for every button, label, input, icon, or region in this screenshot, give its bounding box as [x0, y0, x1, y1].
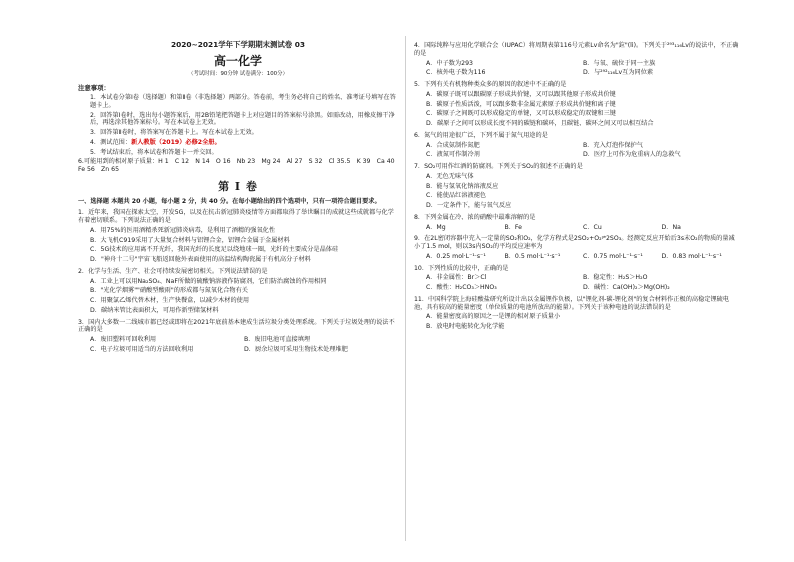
question-5-option-a: A．碳原子既可以跟碳原子形成共价键，又可以跟其他原子形成共价键	[426, 90, 616, 98]
exam-title: 2020~2021学年下学期期末测试卷 03	[170, 40, 306, 49]
question-9-option-c: C．0.75 mol·L⁻¹·s⁻¹	[583, 252, 643, 260]
question-1-option-d: D．"神舟十二号"宇宙飞船返回舱外表面使用的高温结构陶瓷属于有机高分子材料	[90, 256, 311, 263]
section-heading: 一、选择题 本题共 20 小题，每小题 2 分，共 40 分。在每小题给出的四个选项中，只有一项符合题目要求。	[78, 197, 381, 205]
question-9	[414, 235, 740, 260]
column-divider	[405, 36, 406, 541]
question-3-option-d: D．厨余垃圾可采用生物技术处理堆肥	[244, 345, 348, 353]
subject-title: 高一化学	[213, 54, 262, 69]
question-8	[414, 214, 740, 232]
question-6-options-row-2	[414, 151, 740, 159]
question-8-option-a: A．Mg	[426, 223, 446, 231]
question-4	[414, 42, 740, 77]
scope-highlight: 新人教版（2019）必修2全册。	[131, 138, 221, 146]
question-9-stem	[414, 235, 740, 251]
question-3-options-row-1	[78, 336, 398, 344]
question-11-option-a: A．能量密度高的原因之一是锂的相对原子质量小	[426, 313, 561, 321]
question-5-option-d: D．碳原子之间可以形成长度不同的碳链和碳环，且碳链、碳环之间又可以相互结合	[426, 120, 654, 127]
equilibrium-arrow-icon: ⇌	[601, 235, 606, 242]
question-9-stem-part-1: 9．在2L密闭容器中充入一定量的SO₂和O₂，化学方程式是2SO₂+O₂	[414, 235, 602, 243]
question-7-option-c: C．能使品红溶液褪色	[426, 192, 487, 200]
question-3-option-c: C．电子垃圾可用适当的方法回收利用	[90, 345, 194, 353]
part1-title: 第 I 卷	[218, 179, 258, 193]
question-3-options-row-2	[78, 346, 398, 354]
question-10-option-b: B．稳定性：H₂S＞H₂O	[583, 274, 648, 282]
question-10	[414, 265, 740, 292]
notice-item-4	[78, 139, 398, 147]
question-10-stem: 10．下列性质的比较中，正确的是	[414, 264, 509, 272]
question-9-stem-part-2: 2SO₃。经测定反应开始后3s末O₂的物质的量减小了1.5 mol，则以3s内SO₂的平均反应速率为	[414, 235, 735, 250]
notice-heading: 注意事项：	[78, 84, 110, 92]
notice-item-2: 2．回答第Ⅰ卷时，选出每小题答案后，用2B铅笔把答题卡上对应题目的答案标号涂黑。如需改动，用橡皮擦干净后，再选涂其他答案标号。写在本试卷上无效。	[90, 111, 395, 127]
question-8-option-b: B．Fe	[504, 223, 522, 231]
question-2-option-c: C．用聚氯乙烯代替木材，生产快餐盒，以减少木材的使用	[90, 297, 250, 304]
question-9-options	[414, 253, 740, 261]
question-8-option-c: C．Cu	[583, 223, 602, 231]
question-7-stem: 7．SO₂可用作红酒的防腐剂。下列关于SO₂的叙述不正确的是	[414, 163, 583, 170]
question-10-option-a: A．非金属性：Br＞Cl	[426, 274, 487, 282]
question-6-option-a: A．合成氨制作氮肥	[426, 141, 480, 149]
question-4-option-d: D．与²⁹²₁₁₆Lv互为同位素	[583, 69, 654, 77]
question-6	[414, 132, 740, 159]
question-7-option-b: B．能与氢氧化钠溶液反应	[426, 182, 499, 190]
question-10-options-row-2	[414, 284, 740, 292]
question-10-options-row-1	[414, 274, 740, 282]
question-9-option-d: D．0.83 mol·L⁻¹·s⁻¹	[661, 252, 722, 260]
question-6-stem: 6．氮气的用途很广泛，下列不属于氮气用途的是	[414, 131, 548, 139]
left-column	[78, 36, 401, 356]
question-5-option-b: B．碳原子性质活泼，可以跟多数非金属元素原子形成共价键和离子键	[426, 100, 616, 108]
question-6-option-d: D．医疗上可作为危重病人的急救气	[583, 151, 681, 159]
question-9-option-a: A．0.25 mol·L⁻¹·s⁻¹	[426, 252, 486, 260]
question-2-stem: 2．化学与生活、生产、社会可持续发展密切相关。下列说法错误的是	[78, 267, 268, 275]
question-3-option-b: B．废旧电池可直接填埋	[244, 336, 311, 343]
question-3-option-a: A．废旧塑料可回收利用	[90, 336, 157, 343]
question-4-option-b: B．与氧、硫位于同一主族	[583, 59, 656, 67]
question-5	[414, 81, 740, 128]
question-8-stem: 8．下列金属在冷、浓的硝酸中最难溶解的是	[414, 213, 536, 221]
question-8-option-d: D．Na	[661, 223, 681, 231]
question-1	[78, 209, 398, 264]
question-7	[414, 163, 740, 210]
question-5-option-c: C．碳原子之间既可以形成稳定的单键，又可以形成稳定的双键和三键	[426, 110, 616, 118]
question-7-option-a: A．无色无味气体	[426, 172, 474, 180]
question-7-option-d: D．一定条件下，能与氧气反应	[426, 202, 512, 209]
question-1-option-c: C．5G技术的应用离不开光纤，我国光纤的长度足以绕地球一圈，光纤的主要成分是晶体硅	[90, 246, 339, 254]
question-4-options-row-1	[414, 60, 740, 68]
question-2-option-a: A．工业上可以用Na₂SO₄、NaF所做的硫酸钠溶液作防腐剂，它们防治腐蚀的作用相同	[90, 277, 327, 285]
question-1-stem: 1．近年来，我国在探索太空，开发5G，以及在抗击新冠肺炎疫情等方面都取得了举世瞩目的成就这些成就都与化学有着密切联系。下列说法正确的是	[78, 209, 394, 224]
notice-item-3: 3．回答第Ⅱ卷时，将答案写在答题卡上。写在本试卷上无效。	[90, 129, 258, 136]
exam-meta: （考试时间：90分钟 试卷满分：100分）	[188, 71, 288, 78]
notice-item-5: 5．考试结束后，将本试卷和答题卡一并交回。	[90, 148, 218, 156]
question-4-stem: 4．国际纯粹与应用化学联合会（IUPAC）将周期表第116号元素Lv命名为"鉝"(lì)。下列关于²⁹³₁₁₆Lv的说法中，不正确的是	[414, 42, 739, 57]
question-1-option-a: A．用75%的医用酒精杀死新冠肺炎病毒，是利用了酒精的强氧化性	[90, 226, 276, 234]
question-5-stem: 5．下列有关有机物种类众多的原因的叙述中不正确的是	[414, 81, 567, 88]
question-11	[414, 296, 740, 331]
question-2-option-d: D．碳纳米管比表面积大，可用作新型储氢材料	[90, 306, 219, 314]
question-4-option-a: A．中子数为293	[426, 59, 473, 67]
notice-item-1: 1．本试卷分第Ⅰ卷（选择题）和第Ⅱ卷（非选择题）两部分。答卷前，考生务必将自己的姓名、准考证号填写在答题卡上。	[90, 94, 396, 109]
question-11-stem: 11．中国科学院上海硅酸盐研究所设计出以金属锂作负极，以"锂化剂-碳-锂化剂"的复合材料作正极的高稳定锂硫电池，具有较高的能量密度（单位质量的电池所放出的能量）。下列关于该种电池的说法错误的是	[414, 295, 730, 311]
question-11-option-b: B．放电时电能转化为化学能	[426, 323, 505, 330]
question-10-option-d: D．碱性：Ca(OH)₂＞Mg(OH)₂	[583, 284, 670, 291]
question-8-options	[414, 224, 740, 232]
question-9-option-b: B．0.5 mol·L⁻¹·s⁻¹	[504, 252, 561, 260]
question-1-option-b: B．大飞机C919采用了大量复合材料与铝锂合金，铝锂合金属于金属材料	[90, 236, 290, 244]
question-6-option-b: B．充入灯泡作保护气	[583, 141, 643, 149]
notice-item-6: 6.可能用到的相对原子质量：H 1 C 12 N 14 O 16 Nb 23 Mg 24 Al 27 S 32 Cl 35.5 K 39 Ca 40 Fe 56 Zn 65	[78, 158, 401, 173]
question-6-option-c: C．液氮可作制冷剂	[426, 151, 480, 159]
right-column	[414, 36, 740, 333]
question-3	[78, 319, 398, 354]
question-4-option-c: C．核外电子数为116	[426, 69, 486, 77]
question-2	[78, 268, 398, 315]
question-6-options-row-1	[414, 142, 740, 150]
question-10-option-c: C．酸性：H₂CO₃＞HNO₃	[426, 284, 497, 291]
question-2-option-b: B．"光化学烟雾""硝酸型酸雨"的形成都与氮氧化合物有关	[90, 287, 248, 295]
question-4-options-row-2	[414, 69, 740, 77]
question-3-stem: 3．国内大多数一二线城市都已经或即将在2021年底前基本建成生活垃圾分类处理系统。下列关于垃圾处理的说法不正确的是	[78, 318, 395, 334]
notice-item-4-prefix: 4．测试范围：	[90, 138, 132, 146]
